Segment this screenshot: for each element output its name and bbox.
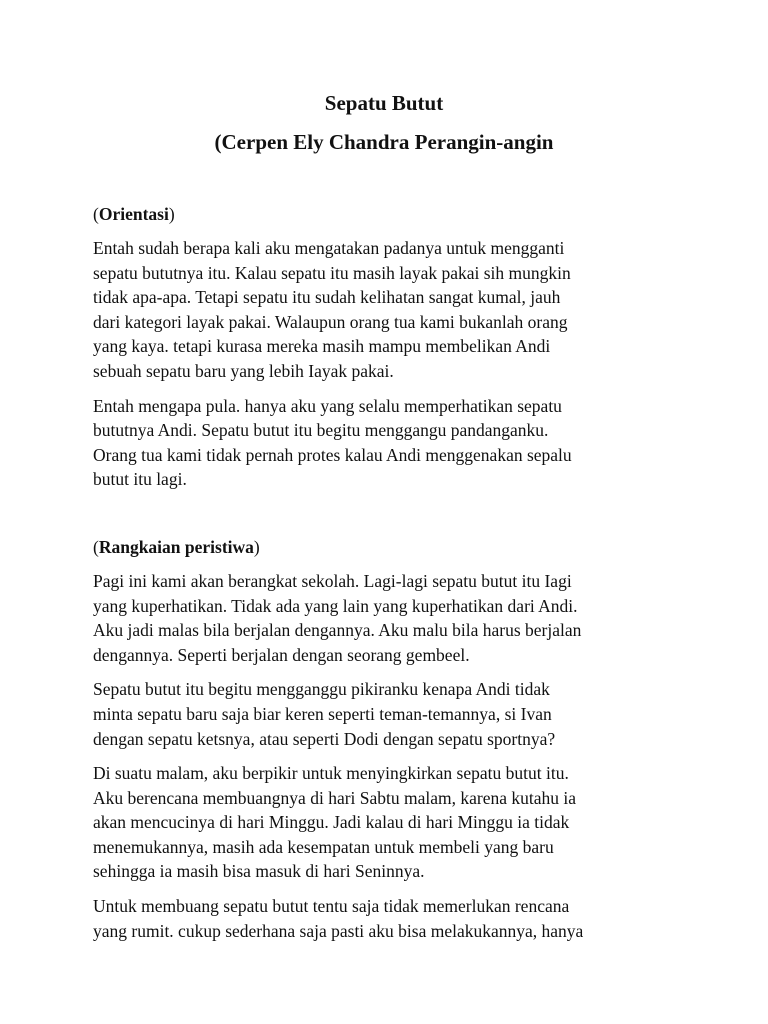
paragraph: Pagi ini kami akan berangkat sekolah. Lagi-lagi sepatu butut itu Iagi yang kuperhatikan. Tidak ada yang lain yang kuperhatikan dari Andi. Aku jadi malas bila berjalan dengannya. Aku malu bila harus berjalan dengannya. Seperti berjalan dengan seorang gembeel. [93, 570, 582, 665]
paragraph: Entah mengapa pula. hanya aku yang selalu memperhatikan sepatu bututnya Andi. Sepatu butut itu begitu menggangu pandanganku. Orang tua kami tidak pernah protes kalau Andi menggenakan sepalu butut itu lagi. [93, 395, 572, 490]
paragraph: Entah sudah berapa kali aku mengatakan padanya untuk mengganti sepatu bututnya itu. Kalau sepatu itu masih layak pakai sih mungkin tidak apa-apa. Tetapi sepatu itu sudah kelihatan sangat kumal, jauh dari kategori layak pakai. Walaupun orang tua kami bukanlah orang yang kaya. tetapi kurasa mereka masih mampu membelikan Andi sebuah sepatu baru yang lebih Iayak pakai. [93, 238, 571, 381]
section-heading-orientasi: (Orientasi) [93, 204, 175, 224]
paragraph: Untuk membuang sepatu butut tentu saja tidak memerlukan rencana yang rumit. cukup sederhana saja pasti aku bisa melakukannya, hanya [93, 896, 584, 941]
document-body [93, 202, 683, 943]
paragraph: Di suatu malam, aku berpikir untuk menyingkirkan sepatu butut itu. Aku berencana membuangnya di hari Sabtu malam, karena kutahu ia akan mencucinya di hari Minggu. Jadi kalau di hari Minggu ia tidak menemukannya, masih ada kesempatan untuk membeli yang baru sehingga ia masih bisa masuk di hari Seninnya. [93, 763, 577, 882]
section-heading-rangkaian-peristiwa: (Rangkaian peristiwa) [93, 536, 260, 557]
document-title: Sepatu Butut [324, 91, 444, 115]
document-subtitle: (Cerpen Ely Chandra Perangin-angin [214, 130, 554, 154]
paragraph: Sepatu butut itu begitu mengganggu pikiranku kenapa Andi tidak minta sepatu baru saja biar keren seperti teman-temannya, si Ivan dengan sepatu ketsnya, atau seperti Dodi dengan sepatu sportnya? [93, 679, 556, 749]
